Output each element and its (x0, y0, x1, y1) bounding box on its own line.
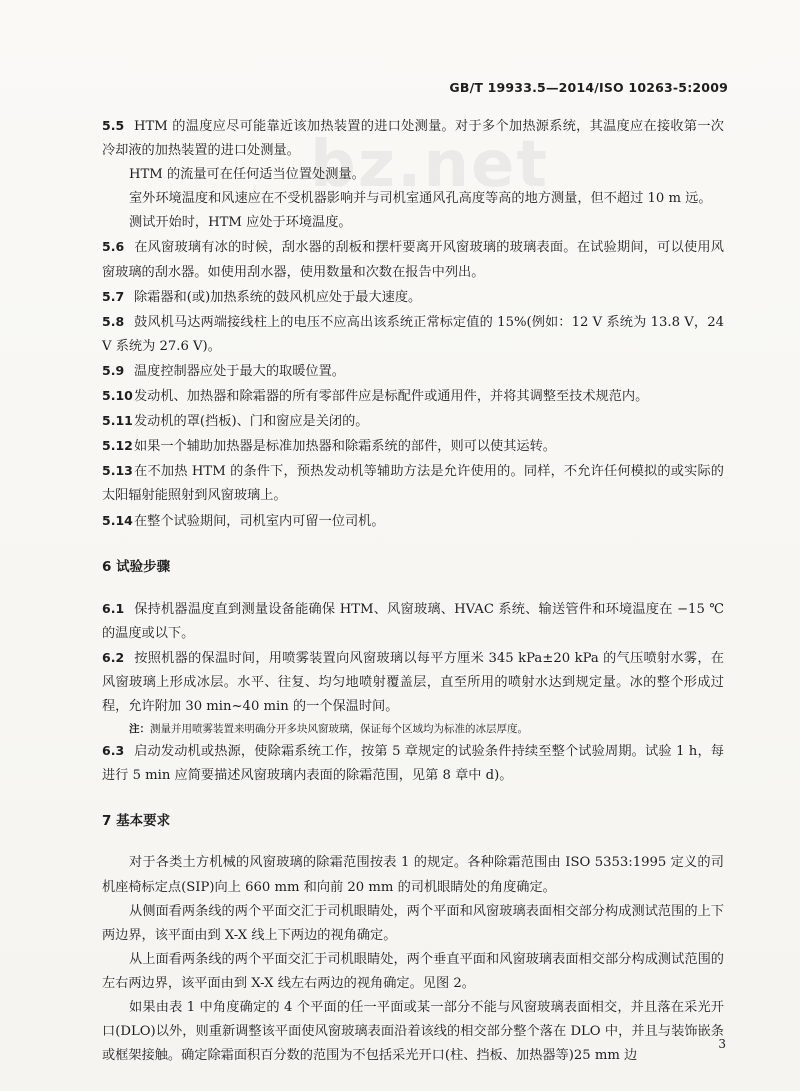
section-7-paragraph: 从侧面看两条线的两个平面交汇于司机眼睛处，两个平面和风窗玻璃表面相交部分构成测试范围的上下两边界，该平面由到 X-X 线上下两边的视角确定。 (102, 903, 724, 943)
clause-6-1: 6.1 保持机器温度直到测量设备能确保 HTM、风窗玻璃、HVAC 系统、输送管件和环境温度在 −15 ℃ 的温度或以下。 (102, 600, 724, 641)
clause-6-3: 6.3 启动发动机或热源，使除霜系统工作，按第 5 章规定的试验条件持续至整个试验周期。试验 1 h，每进行 5 min 应简要描述风窗玻璃内表面的除霜范围，见第 8 章中 d)。 (102, 743, 724, 784)
clause-5-11: 5.11发动机的罩(挡板)、门和窗应是关闭的。 (102, 413, 369, 430)
section-7-paragraph: 对于各类土方机械的风窗玻璃的除霜范围按表 1 的规定。各种除霜范围由 ISO 5353:1995 定义的司机座椅标定点(SIP)向上 660 mm 和向前 20 mm 的司机眼睛处的角度确定。 (102, 855, 724, 895)
note: 注：测量并用喷雾装置来明确分开多块风窗玻璃，保证每个区域均为标准的冰层厚度。 (129, 723, 528, 736)
clause-5-8: 5.8 鼓风机马达两端接线柱上的电压不应高出该系统正常标定值的 15%(例如：12 V 系统为 13.8 V，24 V 系统为 27.6 V)。 (102, 313, 724, 354)
clause-5-12: 5.12如果一个辅助加热器是标准加热器和除霜系统的部件，则可以使其运转。 (102, 438, 556, 455)
clause-5-6: 5.6 在风窗玻璃有冰的时候，刮水器的刮板和摆杆要离开风窗玻璃的玻璃表面。在试验期间，可以使用风窗玻璃的刮水器。如使用刮水器，使用数量和次数在报告中列出。 (102, 239, 724, 280)
paragraph-ambient: 室外环境温度和风速应在不受机器影响并与司机室通风孔高度等高的地方测量，但不超过 10 m 远。 (129, 191, 712, 207)
document-body (102, 114, 724, 1068)
clause-6-2: 6.2 按照机器的保温时间，用喷雾装置向风窗玻璃以每平方厘米 345 kPa±20 kPa 的气压喷射水雾，在风窗玻璃上形成冰层。水平、往复、均匀地喷射覆盖层，直至所用的喷射水达到规定量。冰的整个形成过程，允许附加 30 min~40 min 的一个保温时间。 (102, 649, 724, 715)
clause-5-14: 5.14在整个试验期间，司机室内可留一位司机。 (102, 512, 385, 529)
clause-5-9: 5.9 温度控制器应处于最大的取暖位置。 (102, 362, 345, 379)
paragraph-htm-flow: HTM 的流量可在任何适当位置处测量。 (129, 167, 365, 183)
watermark: bz.net (310, 128, 549, 202)
section-6-title: 6 试验步骤 (102, 558, 171, 575)
page-number: 3 (718, 1037, 726, 1051)
section-7-paragraph: 如果由表 1 中角度确定的 4 个平面的任一平面或某一部分不能与风窗玻璃表面相交，并且落在采光开口(DLO)以外，则重新调整该平面使风窗玻璃表面沿着该线的相交部分整个落在 DLO 中，并且与装饰嵌条或框架接触。确定除霜面积百分数的范围为不包括采光开口(柱、挡板、加热器等)25 mm 边 (102, 1000, 724, 1064)
clause-5-13: 5.13在不加热 HTM 的条件下，预热发动机等辅助方法是允许使用的。同样，不允许任何模拟的或实际的太阳辐射能照射到风窗玻璃上。 (102, 463, 724, 504)
clause-5-7: 5.7 除霜器和(或)加热系统的鼓风机应处于最大速度。 (102, 288, 422, 305)
section-7-paragraph: 从上面看两条线的两个平面交汇于司机眼睛处，两个垂直平面和风窗玻璃表面相交部分构成测试范围的左右两边界，该平面由到 X-X 线左右两边的视角确定。见图 2。 (102, 951, 724, 991)
paragraph-htm-start: 测试开始时，HTM 应处于环境温度。 (129, 215, 352, 231)
clause-5-5: 5.5 HTM 的温度应尽可能靠近该加热装置的进口处测量。对于多个加热源系统，其温度应在接收第一次冷却液的加热装置的进口处测量。 (102, 118, 724, 159)
section-7-title: 7 基本要求 (102, 813, 171, 830)
clause-5-10: 5.10发动机、加热器和除霜器的所有零部件应是标配件或通用件，并将其调整至技术规范内。 (102, 388, 649, 405)
standard-code-header: GB/T 19933.5—2014/ISO 10263-5:2009 (449, 80, 728, 95)
